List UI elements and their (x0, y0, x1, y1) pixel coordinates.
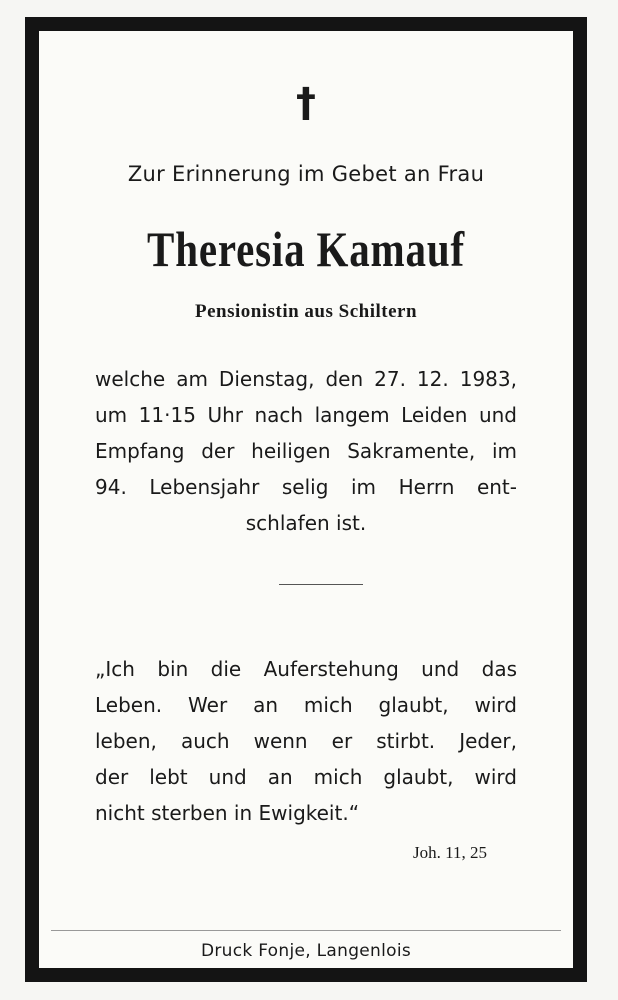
death-notice (95, 361, 517, 541)
deceased-name: Theresia Kamauf (147, 221, 465, 277)
quote-line: leben, auch wenn er stirbt. Jeder, (95, 729, 517, 753)
deceased-subtitle: Pensionistin aus Schiltern (194, 301, 418, 322)
cross-icon: † (296, 80, 316, 126)
notice-line: 94. Lebensjahr selig im Herrn ent- (95, 475, 517, 499)
footer-divider (51, 930, 561, 931)
notice-line: Empfang der heiligen Sakramente, im (95, 439, 517, 463)
notice-line: schlafen ist. (245, 511, 367, 535)
notice-line: welche am Dienstag, den 27. 12. 1983, (95, 367, 517, 391)
intro-text: Zur Erinnerung im Gebet an Frau (127, 162, 485, 186)
quote-line: der lebt und an mich glaubt, wird (95, 765, 517, 789)
bible-reference: Joh. 11, 25 (413, 843, 487, 862)
bible-quote (95, 651, 517, 831)
quote-line: „Ich bin die Auferstehung und das (95, 657, 517, 681)
quote-line: nicht sterben in Ewigkeit.“ (95, 801, 360, 825)
divider-line (279, 584, 363, 585)
quote-line: Leben. Wer an mich glaubt, wird (95, 693, 517, 717)
notice-line: um 11·15 Uhr nach langem Leiden und (95, 403, 517, 427)
printer-credit: Druck Fonje, Langenlois (200, 941, 412, 961)
memorial-card (25, 17, 587, 982)
